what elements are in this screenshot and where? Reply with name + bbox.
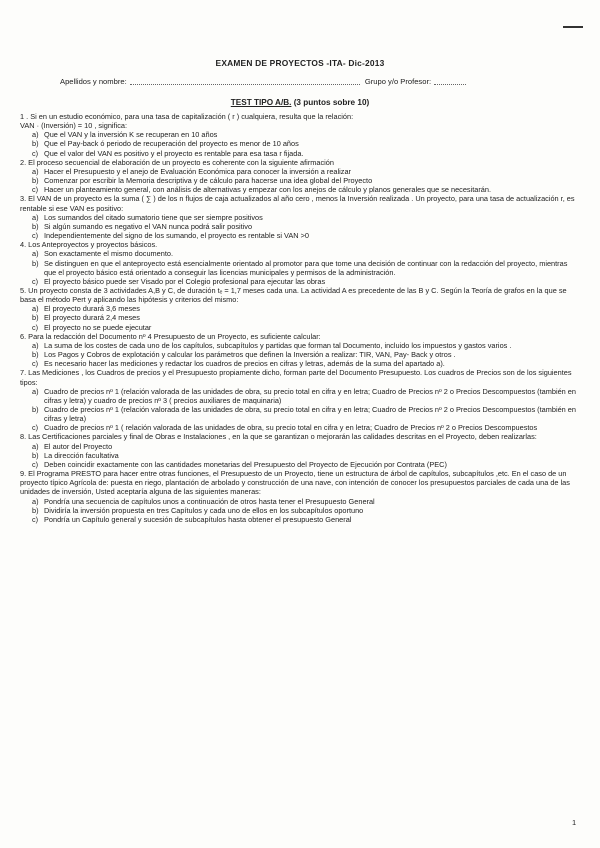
option-text: Es necesario hacer las mediciones y redactar los cuadros de precios en cifras y letras, además de la suma del apartado a).: [44, 359, 445, 369]
option-text: Que el valor del VAN es positivo y el proyecto es rentable para esa tasa r fijada.: [44, 148, 304, 158]
option-letter: c): [32, 514, 39, 524]
answer-option: [20, 405, 580, 423]
option-text: Cuadro de precios nº 1 (relación valorada de las unidades de obra, su precio total en cifra y en letra; Cuadro de Precios nº 2 o Precios Descompuestos (también en cifras y letra): [44, 405, 576, 424]
question-text: 7. Las Mediciones , los Cuadros de precios y el Presupuesto propiamente dicho, forman parte del Documento Presupuesto. Los cuadros de Precios son de los siguientes tipos:: [20, 368, 572, 387]
answer-option: [20, 359, 580, 368]
option-text: Independientemente del signo de los sumando, el proyecto es rentable si VAN >0: [44, 231, 310, 241]
option-letter: a): [32, 386, 39, 396]
question-text: 4. Los Anteproyectos y proyectos básicos.: [20, 240, 158, 250]
question-text: 5. Un proyecto consta de 3 actividades A,B y C, de duración tₑ = 1,7 meses cada una. La actividad A es precedente de las B y C. Según la Teoría de grafos en la que se basa el método Pert y aplicando las hipótesis y criterios del mismo:: [20, 285, 567, 305]
answer-option: [20, 313, 580, 322]
option-letter: a): [32, 441, 39, 451]
option-text: Los sumandos del citado sumatorio tiene que ser siempre positivos: [44, 212, 263, 222]
option-text: Pondría una secuencia de capítulos unos a continuación de otros hasta tener el Presupuesto General: [44, 496, 375, 506]
option-letter: c): [32, 359, 39, 369]
answer-option: [20, 139, 580, 148]
answer-option: [20, 460, 580, 469]
option-letter: c): [32, 231, 39, 241]
option-letter: b): [32, 405, 39, 414]
option-letter: c): [32, 185, 39, 195]
answer-option: [20, 213, 580, 222]
option-text: Si algún sumando es negativo el VAN nunca podrá salir positivo: [44, 221, 253, 231]
option-letter: b): [32, 350, 39, 360]
option-text: Hacer un planteamiento general, con análisis de alternativas y empezar con los anejos de cálculo y planos generales que se necesitarán.: [44, 185, 492, 195]
name-label: Apellidos y nombre:: [60, 77, 127, 86]
answer-option: [20, 130, 580, 139]
option-letter: c): [32, 276, 39, 286]
option-text: Dividiría la inversión propuesta en tres Capítulos y cada uno de ellos en los subcapítulos oportuno: [44, 505, 364, 515]
test-title: TEST TIPO A/B.: [230, 98, 292, 107]
option-letter: c): [32, 423, 39, 433]
answer-option: [20, 442, 580, 451]
question-text: 9. El Programa PRESTO para hacer entre otras funciones, el Presupuesto de un Proyecto, tiene un estructura de árbol de capítulos, subcapítulos ,etc. En el caso de un proyecto típico Agrícola de: puesta en riego, plantación de arbolado y construcción de una nave, con intención de conocer los presupuestos parciales de cada una de las unidades de inversión, Usted aceptaría alguna de las siguientes maneras:: [20, 469, 570, 497]
question-7: [20, 368, 580, 432]
option-text: La suma de los costes de cada uno de los capítulos, subcapítulos y partidas que forman tal Documento, incluido los impuestos y gastos varios .: [44, 340, 512, 350]
option-text: La dirección facultativa: [44, 450, 119, 460]
answer-option: [20, 387, 580, 405]
option-text: El proyecto durará 2,4 meses: [44, 313, 140, 323]
question-text: 3. El VAN de un proyecto es la suma ( ∑ ) de los n flujos de caja actualizados al año cero , menos la Inversión realizada . Un proyecto, para una tasa de actualización r, es rentable si ese VAN es positivo:: [20, 194, 575, 213]
question-text: 8. Las Certificaciones parciales y final de Obras e Instalaciones , en la que se garantizan o mejorarán las calidades descritas en el Proyecto, deben realizarlas:: [20, 432, 537, 442]
option-text: El autor del Proyecto: [44, 441, 113, 451]
option-letter: b): [32, 176, 39, 186]
option-letter: c): [32, 148, 39, 158]
answer-option: [20, 176, 580, 185]
option-letter: b): [32, 139, 39, 149]
name-line: [60, 77, 530, 86]
answer-option: [20, 222, 580, 231]
option-letter: a): [32, 249, 39, 259]
option-text: Son exactamente el mismo documento.: [44, 249, 173, 259]
question-5: [20, 286, 580, 332]
option-text: Los Pagos y Cobros de explotación y calcular los parámetros que definen la Inversión a realizar: TIR, VAN, Pay- Back y otros .: [44, 350, 456, 360]
option-text: Deben coincidir exactamente con las cantidades monetarias del Presupuesto del Proyecto de Ejecución por Contrata (PEC): [44, 459, 447, 469]
question-1: [20, 112, 580, 158]
answer-option: [20, 277, 580, 286]
group-label: Grupo y/o Profesor:: [364, 77, 432, 86]
question-2: [20, 158, 580, 195]
answer-option: [20, 451, 580, 460]
option-text: Pondría un Capítulo general y sucesión de subcapítulos hasta obtener el presupuesto General: [44, 514, 352, 524]
answer-option: [20, 515, 580, 524]
option-letter: a): [32, 130, 39, 140]
answer-option: [20, 506, 580, 515]
questions-list: [20, 112, 580, 524]
answer-option: [20, 249, 580, 258]
option-text: Que el VAN y la inversión K se recuperan en 10 años: [44, 130, 218, 140]
test-points: (3 puntos sobre 10): [293, 98, 370, 107]
question-9: [20, 469, 580, 524]
option-letter: c): [32, 322, 39, 332]
exam-title: EXAMEN DE PROYECTOS -ITA- Dic-2013: [215, 58, 385, 68]
option-letter: a): [32, 166, 39, 176]
question-3: [20, 194, 580, 240]
option-letter: a): [32, 304, 39, 314]
corner-mark: [563, 26, 583, 28]
answer-option: [20, 350, 580, 359]
answer-option: [20, 323, 580, 332]
option-letter: b): [32, 313, 39, 323]
option-letter: b): [32, 505, 39, 515]
answer-option: [20, 341, 580, 350]
option-text: Cuadro de precios nº 1 (relación valorada de las unidades de obra, su precio total en cifra y en letra; Cuadro de Precios nº 2 o Precios Descompuestos (también en cifras y letra) y cuadro de precios nº 3 ( precios auxiliares de maquinaria): [44, 386, 576, 405]
answer-option: [20, 304, 580, 313]
question-8: [20, 432, 580, 469]
answer-option: [20, 185, 580, 194]
question-text: 2. El proceso secuencial de elaboración de un proyecto es coherente con la siguiente afirmación: [20, 157, 334, 167]
test-heading: [0, 98, 600, 107]
option-letter: a): [32, 340, 39, 350]
option-text: El proyecto durará 3,6 meses: [44, 304, 140, 314]
name-blank: [130, 84, 360, 85]
option-letter: c): [32, 459, 39, 469]
answer-option: [20, 423, 580, 432]
option-text: Que el Pay-back ó periodo de recuperación del proyecto es menor de 10 años: [44, 139, 299, 149]
option-letter: b): [32, 258, 39, 268]
option-text: Hacer el Presupuesto y el anejo de Evaluación Económica para conocer la inversión a realizar: [44, 166, 351, 176]
page-number: 1: [572, 818, 577, 827]
option-text: Cuadro de precios nº 1 ( relación valorada de las unidades de obra, su precio total en cifra y en letra; Cuadro de Precios nº 2 o Precios Descompuestos: [44, 423, 538, 433]
answer-option: [20, 259, 580, 277]
option-text: El proyecto básico puede ser Visado por el Colegio profesional para ejecutar las obras: [44, 276, 326, 286]
answer-option: [20, 167, 580, 176]
option-letter: a): [32, 496, 39, 506]
question-text: VAN · (Inversión) = 10 , significa:: [20, 121, 128, 131]
answer-option: [20, 149, 580, 158]
option-letter: b): [32, 221, 39, 231]
question-6: [20, 332, 580, 369]
answer-option: [20, 231, 580, 240]
option-letter: b): [32, 450, 39, 460]
question-text: 6. Para la redacción del Documento nº 4 Presupuesto de un Proyecto, es suficiente calcular:: [20, 331, 321, 341]
option-text: El proyecto no se puede ejecutar: [44, 322, 152, 332]
option-letter: a): [32, 212, 39, 222]
option-text: Comenzar por escribir la Memoria descriptiva y de cálculo para hacerse una idea global del Proyecto: [44, 176, 373, 186]
answer-option: [20, 497, 580, 506]
question-4: [20, 240, 580, 286]
group-blank: [434, 84, 466, 85]
question-text: 1 . Si en un estudio económico, para una tasa de capitalización ( r ) cualquiera, resulta que la relación:: [20, 112, 354, 121]
option-text: Se distinguen en que el anteproyecto está esencialmente orientado al promotor para que tome una decisión de continuar con la redacción del proyecto, mientras que el proyecto básico está orientado a conseguir las licencias municipales y permisos de la administración.: [44, 258, 568, 277]
